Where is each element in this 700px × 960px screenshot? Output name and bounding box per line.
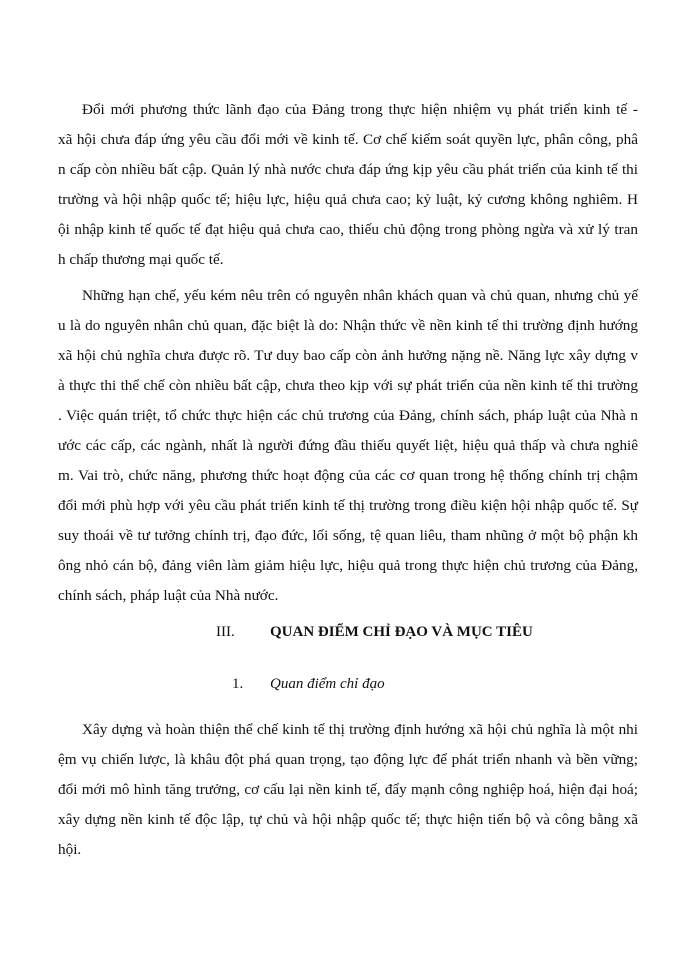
paragraph-line: Đổi mới phương thức lãnh đạo của Đảng trong thực hiện nhiệm vụ phát triển kinh tế - [82, 101, 638, 118]
subsection-number: 1. [232, 676, 244, 692]
paragraph-line: Những hạn chế, yếu kém nêu trên có nguyên nhân khách quan và chủ quan, nhưng chủ yế [82, 287, 638, 304]
paragraph-line: à thực thi thể chế còn nhiều bất cập, chưa theo kịp với sự phát triển của nền kinh tế thi trường [58, 377, 638, 394]
paragraph-line: hội. [58, 841, 82, 858]
paragraph-line: . Việc quán triệt, tổ chức thực hiện các chủ trương của Đảng, chính sách, pháp luật của Nhà n [58, 407, 638, 424]
paragraph-line: Xây dựng và hoàn thiện thể chế kinh tế thị trường định hướng xã hội chủ nghĩa là một nhi [82, 721, 638, 738]
paragraph-line: ội nhập kinh tế quốc tế đạt hiệu quả chưa cao, thiếu chủ động trong phòng ngừa và xử lý tran [58, 221, 638, 238]
paragraph-line: xã hội chưa đáp ứng yêu cầu đổi mới về kinh tế. Cơ chế kiểm soát quyền lực, phân công, phâ [58, 131, 638, 148]
paragraph-line: chính sách, pháp luật của Nhà nước. [58, 587, 279, 604]
section-number: III. [216, 624, 235, 640]
paragraph-line: ông nhỏ cán bộ, đảng viên làm giảm hiệu lực, hiệu quả trong thực hiện chủ trương của Đảng, [58, 557, 638, 574]
paragraph-line: h chấp thương mại quốc tế. [58, 251, 224, 268]
section-title: QUAN ĐIỂM CHỈ ĐẠO VÀ MỤC TIÊU [270, 624, 533, 640]
subsection-title: Quan điểm chỉ đạo [270, 676, 385, 692]
paragraph-line: ước các cấp, các ngành, nhất là người đứng đầu thiếu quyết liệt, hiệu quả thấp và chưa nghiê [58, 437, 638, 454]
paragraph-line: u là do nguyên nhân chủ quan, đặc biệt là do: Nhận thức về nền kinh tế thi trường định hướng [58, 317, 638, 334]
paragraph-line: đổi mới phù hợp với yêu cầu phát triển kinh tế thị trường trong điều kiện hội nhập quốc tế. Sự [58, 497, 638, 514]
paragraph-line: ệm vụ chiến lược, là khâu đột phá quan trọng, tạo động lực để phát triển nhanh và bền vững; [58, 751, 638, 768]
paragraph-line: n cấp còn nhiều bất cập. Quản lý nhà nước chưa đáp ứng kịp yêu cầu phát triển của kinh tế thi [58, 161, 638, 178]
paragraph-line: đổi mới mô hình tăng trưởng, cơ cấu lại nền kinh tế, đẩy mạnh công nghiệp hoá, hiện đại hoá; [58, 781, 638, 798]
paragraph-line: suy thoái về tư tưởng chính trị, đạo đức, lối sống, tệ quan liêu, tham nhũng ở một bộ phận kh [58, 527, 638, 544]
paragraph-line: xây dựng nền kinh tế độc lập, tự chủ và hội nhập quốc tế; thực hiện tiến bộ và công bằng xã [58, 811, 638, 828]
paragraph-line: m. Vai trò, chức năng, phương thức hoạt động của các cơ quan trong hệ thống chính trị chậm [58, 467, 638, 484]
paragraph-line: xã hội chủ nghĩa chưa được rõ. Tư duy bao cấp còn ảnh hưởng nặng nề. Năng lực xây dựng v [58, 347, 638, 364]
paragraph-line: trường và hội nhập quốc tế; hiệu lực, hiệu quả chưa cao; kỷ luật, kỷ cương không nghiêm. H [58, 191, 638, 208]
